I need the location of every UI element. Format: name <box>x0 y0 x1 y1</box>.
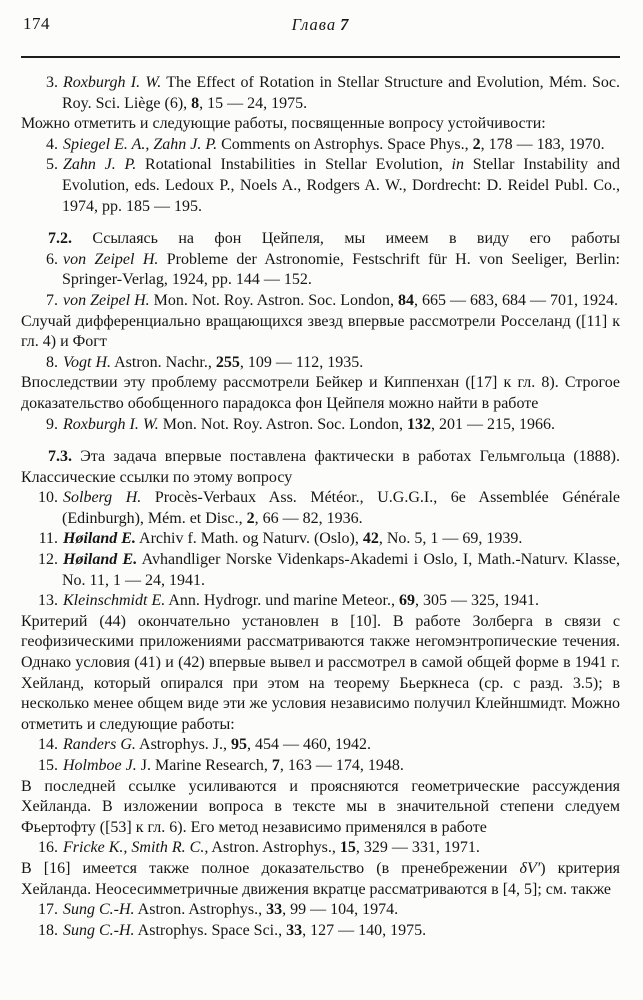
text-segment: 42 <box>362 530 379 548</box>
reference-item <box>21 155 620 217</box>
text-segment: , 109 — 112, 1935. <box>239 353 364 371</box>
text-segment: Probleme der Astronomie, Festschrift für H. von Seeliger, Berlin: Springer-Verlag, 1924, pp. 144 — 152. <box>62 250 620 289</box>
reference-number: 17. <box>38 901 58 919</box>
chapter-label: Глава <box>291 15 337 34</box>
text-segment: , 665 — 683, 684 — 701, 1924. <box>413 291 618 309</box>
text-segment: 69 <box>398 592 415 610</box>
text-segment: Høiland E. <box>63 530 136 548</box>
text-segment: 8 <box>191 94 200 112</box>
reference-number: 10. <box>38 489 58 507</box>
text-segment: Procès-Verbaux Ass. Météor., U.G.G.I., 6e Assemblée Générale (Edinburgh), Mém. et Disc., <box>62 489 620 527</box>
text-segment: 7.2. <box>48 230 72 248</box>
reference-item <box>21 838 620 859</box>
text-segment: von Zeipel H. <box>63 291 150 309</box>
text-segment: Критерий (44) окончательно установлен в [10]. В работе Золберга в связи с геофизическими приложениями рассматриваются также негомэнтропические течения. Однако условия (41) и (42) впервые вывел и рассмотрел в самой общей форме в 1941 г. Хейланд, который опирался при этом на теорему Бьеркнеса (ср. с разд. 3.5); в несколько менее общем виде эти же условия независимо получил Клейншмидт. Можно отметить и следующие работы: <box>21 612 620 733</box>
content <box>21 73 620 941</box>
text-segment: Ссылаясь на фон Цейпеля, мы имеем в виду его работы <box>72 230 620 248</box>
text-segment: Spiegel E. A., Zahn J. P. <box>63 135 218 153</box>
reference-number: 5. <box>46 156 58 174</box>
text-segment: Sung C.-H. <box>63 901 135 919</box>
text-segment: Roxburgh I. W. <box>63 415 159 433</box>
text-segment: Ann. Hydrogr. und marine Meteor., <box>165 592 399 610</box>
text-segment: Эта задача впервые поставлена фактически в работах Гельмгольца (1888). Классические ссылки по этому вопросу <box>21 448 620 486</box>
chapter-title <box>21 13 620 35</box>
paragraph <box>21 114 620 135</box>
text-segment: 33 <box>286 921 303 939</box>
text-segment: Vogt H. <box>63 353 111 371</box>
text-segment: , 178 — 183, 1970. <box>480 135 605 153</box>
text-segment: , 66 — 82, 1936. <box>254 509 363 527</box>
text-segment: , 163 — 174, 1948. <box>279 757 404 774</box>
reference-number: 13. <box>38 592 58 610</box>
reference-item <box>21 756 620 777</box>
reference-item <box>21 900 620 921</box>
reference-item <box>21 735 620 756</box>
text-segment: Astron. Astrophys., <box>208 839 340 857</box>
text-segment: Stellar Instability and Evolution, eds. Ledoux P., Noels A., Rodgers A. W., Dordrecht: D. Reidel Publ. Co., 1974, pp. 185 — 195. <box>62 156 621 215</box>
text-segment: Astrophys. J., <box>135 736 232 754</box>
text-segment: Sung C.-H. <box>63 921 135 939</box>
text-segment: Solberg H. <box>63 489 142 507</box>
page-header <box>21 13 620 37</box>
text-segment: Comments on Astrophys. Space Phys., <box>217 135 473 153</box>
text-segment: J. Marine Research, <box>136 757 272 774</box>
reference-number: 11. <box>38 530 58 548</box>
reference-item <box>21 291 620 312</box>
text-segment: В последней ссылке усиливаются и проясняются геометрические рассуждения Хейланда. В изложении вопроса в тексте мы в значительной степени следуем Фьертофту ([53] к гл. 6). Его метод независимо применялся в работе <box>21 777 620 836</box>
text-segment: Kleinschmidt E. <box>63 592 166 610</box>
text-segment: , 127 — 140, 1975. <box>302 921 427 939</box>
reference-number: 4. <box>46 135 58 153</box>
reference-item <box>21 250 620 291</box>
paragraph <box>21 373 620 414</box>
text-segment: von Zeipel H. <box>63 250 159 268</box>
text-segment: in <box>451 156 464 174</box>
reference-item <box>21 529 620 550</box>
text-segment: Rotational Instabilities in Stellar Evolution, <box>136 156 452 174</box>
text-segment: Случай дифференциально вращающихся звезд впервые рассмотрели Росселанд ([11] к гл. 4) и Фогт <box>21 312 620 351</box>
reference-number: 8. <box>46 353 58 371</box>
reference-number: 16. <box>38 839 58 857</box>
text-segment: 84 <box>397 291 414 309</box>
text-segment: , 201 — 215, 1966. <box>431 415 556 433</box>
reference-item <box>21 921 620 942</box>
text-segment: , 329 — 331, 1971. <box>355 839 480 857</box>
text-segment: , No. 5, 1 — 69, 1939. <box>378 530 523 548</box>
header-rule <box>21 56 620 58</box>
text-segment: , 15 — 24, 1975. <box>199 94 308 112</box>
text-segment: Впоследствии эту проблему рассмотрели Бейкер и Киппенхан ([17] к гл. 8). Строгое доказательство обобщенного парадокса фон Цейпеля можно найти в работе <box>21 374 620 412</box>
text-segment: 95 <box>231 736 248 754</box>
text-segment: Avhandliger Norske Videnkaps-Akademi i Oslo, I, Math.-Naturv. Klasse, No. 11, 1 — 24, 1941. <box>62 551 620 589</box>
text-segment: Høiland E. <box>63 551 138 569</box>
text-segment: В [16] имеется также полное доказательство (в пренебрежении <box>21 859 520 877</box>
paragraph <box>21 312 620 353</box>
text-segment: 7.3. <box>48 448 72 466</box>
reference-number: 18. <box>38 921 58 939</box>
text-segment: , 454 — 460, 1942. <box>247 736 372 754</box>
text-segment: 2 <box>472 135 481 153</box>
text-segment: Roxburgh I. W. <box>63 74 162 91</box>
reference-number: 9. <box>46 415 58 433</box>
section-paragraph <box>21 229 620 250</box>
chapter-number: 7 <box>340 15 350 34</box>
page-number: 174 <box>23 14 50 33</box>
reference-item <box>21 488 620 529</box>
text-segment: , 99 — 104, 1974. <box>282 901 399 919</box>
text-segment: Astron. Astrophys., <box>134 901 267 919</box>
text-segment: Mon. Not. Roy. Astron. Soc. London, <box>149 291 398 309</box>
text-segment: 33 <box>266 901 283 919</box>
reference-item <box>21 353 620 374</box>
text-segment: The Effect of Rotation in Stellar Structure and Evolution, Mém. Soc. Roy. Sci. Liège (6), <box>62 74 621 112</box>
section-paragraph <box>21 447 620 488</box>
reference-number: 3. <box>46 74 58 91</box>
paragraph <box>21 612 620 736</box>
text-segment: 7 <box>271 757 280 774</box>
text-segment: 15 <box>339 839 356 857</box>
text-segment: , 305 — 325, 1941. <box>414 592 539 610</box>
reference-number: 15. <box>38 757 58 774</box>
reference-number: 6. <box>46 250 58 268</box>
text-segment: Можно отметить и следующие работы, посвященные вопросу устойчивости: <box>21 115 546 133</box>
text-segment: Holmboe J. <box>63 757 137 774</box>
text-segment: Mon. Not. Roy. Astron. Soc. London, <box>158 415 408 433</box>
text-segment: Astrophys. Space Sci., <box>134 921 287 939</box>
text-segment: Archiv f. Math. og Naturv. (Oslo), <box>135 530 363 548</box>
text-segment: ) критерия Хейланда. Неосесимметричные движения вкратце рассматриваются в [4, 5]; см. также <box>21 859 620 898</box>
paragraph <box>21 777 620 839</box>
reference-item <box>21 415 620 436</box>
text-segment: Fricke K., Smith R. C., <box>63 839 209 857</box>
text-segment: 255 <box>215 353 240 371</box>
reference-number: 14. <box>38 736 58 754</box>
reference-number: 12. <box>38 551 58 569</box>
reference-item <box>21 135 620 156</box>
text-segment: Astron. Nachr., <box>111 353 216 371</box>
reference-item <box>21 550 620 591</box>
reference-number: 7. <box>46 291 58 309</box>
paragraph <box>21 859 620 900</box>
text-segment: Zahn J. P. <box>63 156 137 174</box>
text-segment: δV′ <box>519 859 541 877</box>
text-segment: 132 <box>407 415 432 433</box>
reference-item <box>21 73 620 114</box>
reference-item <box>21 591 620 612</box>
text-segment: Randers G. <box>63 736 136 754</box>
text-segment: 2 <box>246 509 255 527</box>
